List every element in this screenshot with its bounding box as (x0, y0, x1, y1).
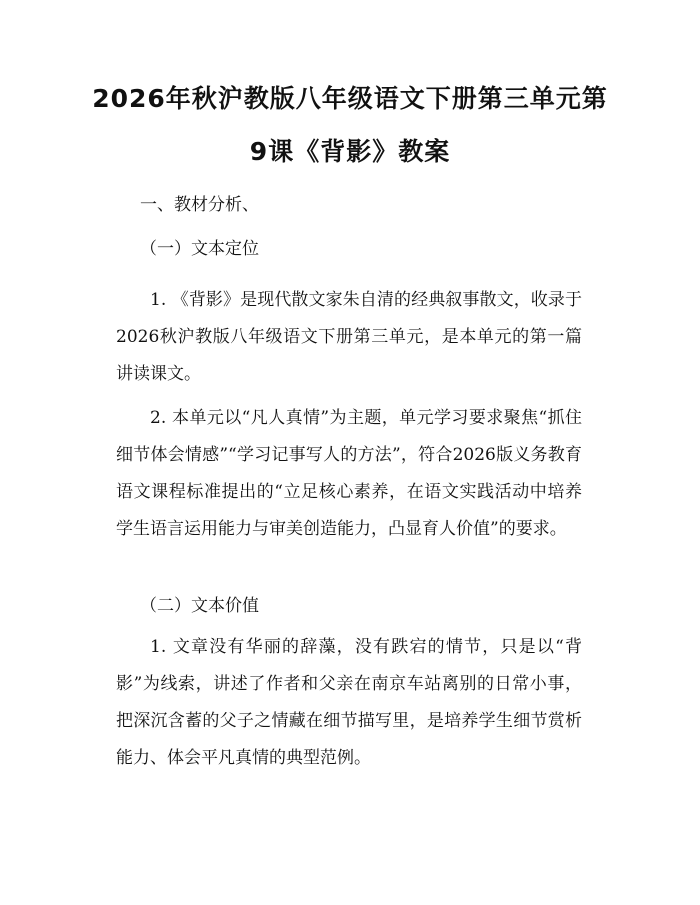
subsection-heading-text-value: （二）文本价值 (140, 596, 259, 616)
paragraph-text-positioning-1: 1. 《背影》是现代散文家朱自清的经典叙事散文，收录于2026秋沪教版八年级语文下册第三单元，是本单元的第一篇讲读课文。 (116, 290, 582, 384)
section-heading-teaching-material-analysis: 一、教材分析、 (140, 195, 259, 215)
subsection-heading-text-positioning: （一）文本定位 (140, 239, 259, 259)
document-title-line-1: 2026年秋沪教版八年级语文下册第三单元第 (92, 84, 608, 113)
document-title-line-2: 9课《背影》教案 (249, 137, 451, 166)
paragraph-text-value-1: 1. 文章没有华丽的辞藻，没有跌宕的情节，只是以“背影”为线索，讲述了作者和父亲在南京车站离别的日常小事，把深沉含蓄的父子之情藏在细节描写里，是培养学生细节赏析能力、体会平凡真情的典型范例。 (116, 637, 582, 768)
paragraph-text-positioning-2: 2. 本单元以“凡人真情”为主题，单元学习要求聚焦“抓住细节体会情感”“学习记事写人的方法”，符合2026版义务教育语文课程标准提出的“立足核心素养，在语文实践活动中培养学生语言运用能力与审美创造能力，凸显育人价值”的要求。 (116, 408, 582, 539)
